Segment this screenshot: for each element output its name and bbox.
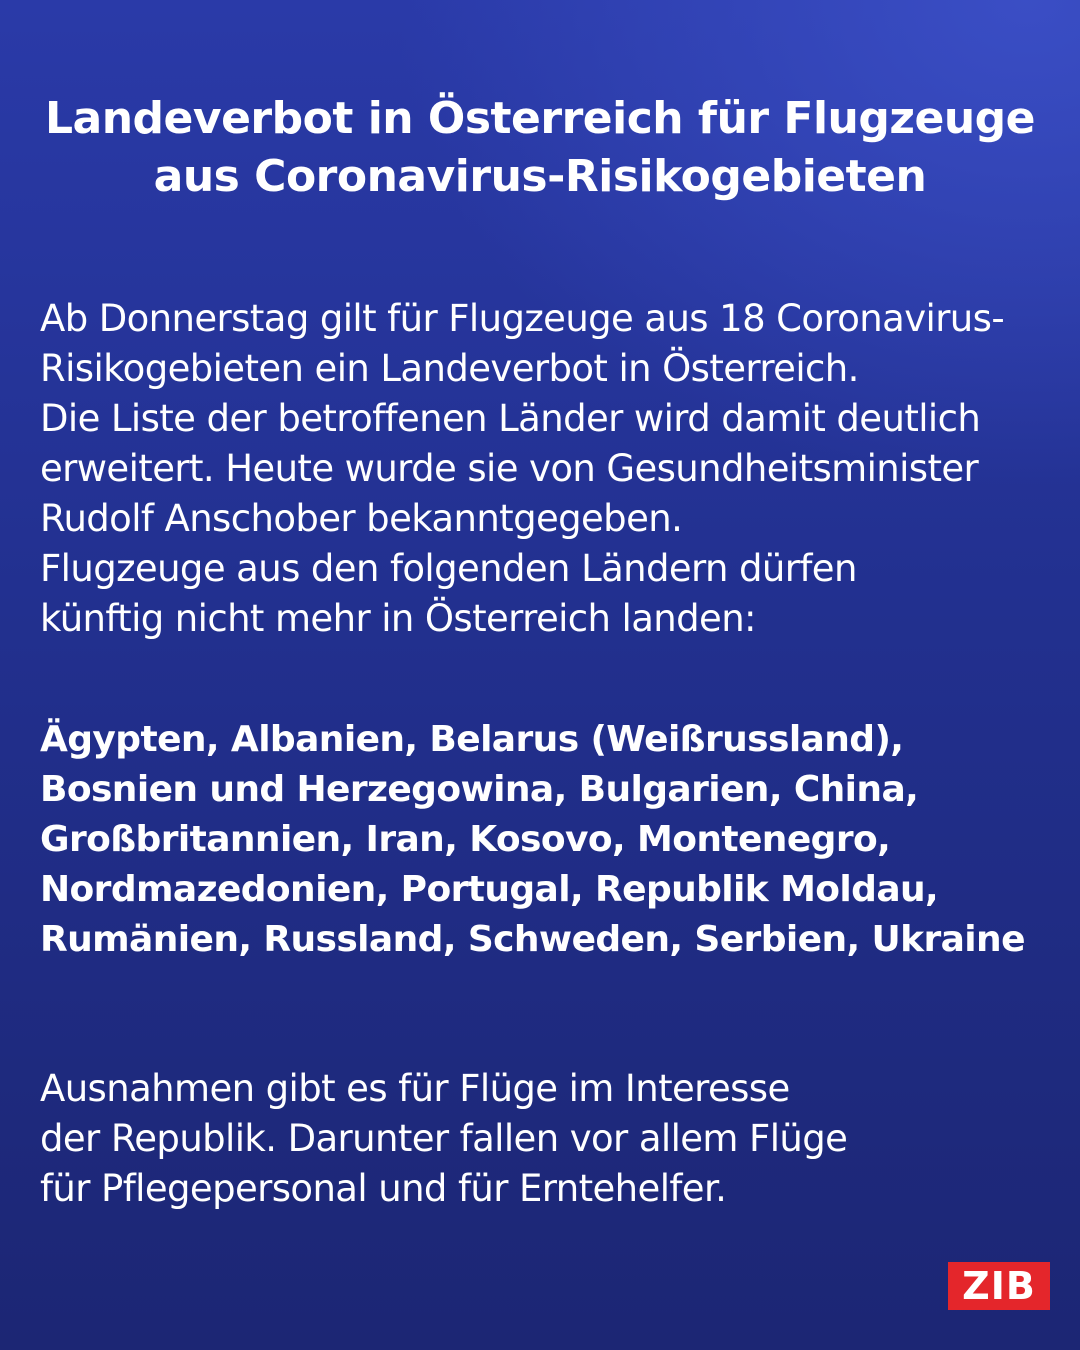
exceptions-line: für Pflegepersonal und für Erntehelfer. [40,1167,727,1210]
country-line: Großbritannien, Iran, Kosovo, Montenegro, [40,819,891,860]
country-line: Ägypten, Albanien, Belarus (Weißrussland), [40,719,904,760]
country-line: Nordmazedonien, Portugal, Republik Moldau, [40,869,939,910]
intro-paragraph [40,294,1060,644]
zib-logo: ZIB [948,1262,1050,1310]
exceptions-line: der Republik. Darunter fallen vor allem Flüge [40,1117,848,1160]
exceptions-line: Ausnahmen gibt es für Flüge im Interesse [40,1067,790,1110]
country-line: Bosnien und Herzegowina, Bulgarien, China, [40,769,919,810]
intro-line: Ab Donnerstag gilt für Flugzeuge aus 18 Coronavirus- [40,297,1005,340]
intro-line: Rudolf Anschober bekanntgegeben. [40,497,683,540]
intro-line: Flugzeuge aus den folgenden Ländern dürfen [40,547,857,590]
exceptions-paragraph [40,1064,1040,1214]
headline-line-1: Landeverbot in Österreich für Flugzeuge [45,93,1035,144]
country-line: Rumänien, Russland, Schweden, Serbien, Ukraine [40,919,1025,960]
intro-line: Risikogebieten ein Landeverbot in Österreich. [40,347,859,390]
intro-line: erweitert. Heute wurde sie von Gesundheitsminister [40,447,979,490]
intro-line: künftig nicht mehr in Österreich landen: [40,597,756,640]
country-list [40,715,1060,965]
intro-line: Die Liste der betroffenen Länder wird damit deutlich [40,397,981,440]
headline [0,90,1080,206]
headline-line-2: aus Coronavirus-Risikogebieten [153,151,927,202]
